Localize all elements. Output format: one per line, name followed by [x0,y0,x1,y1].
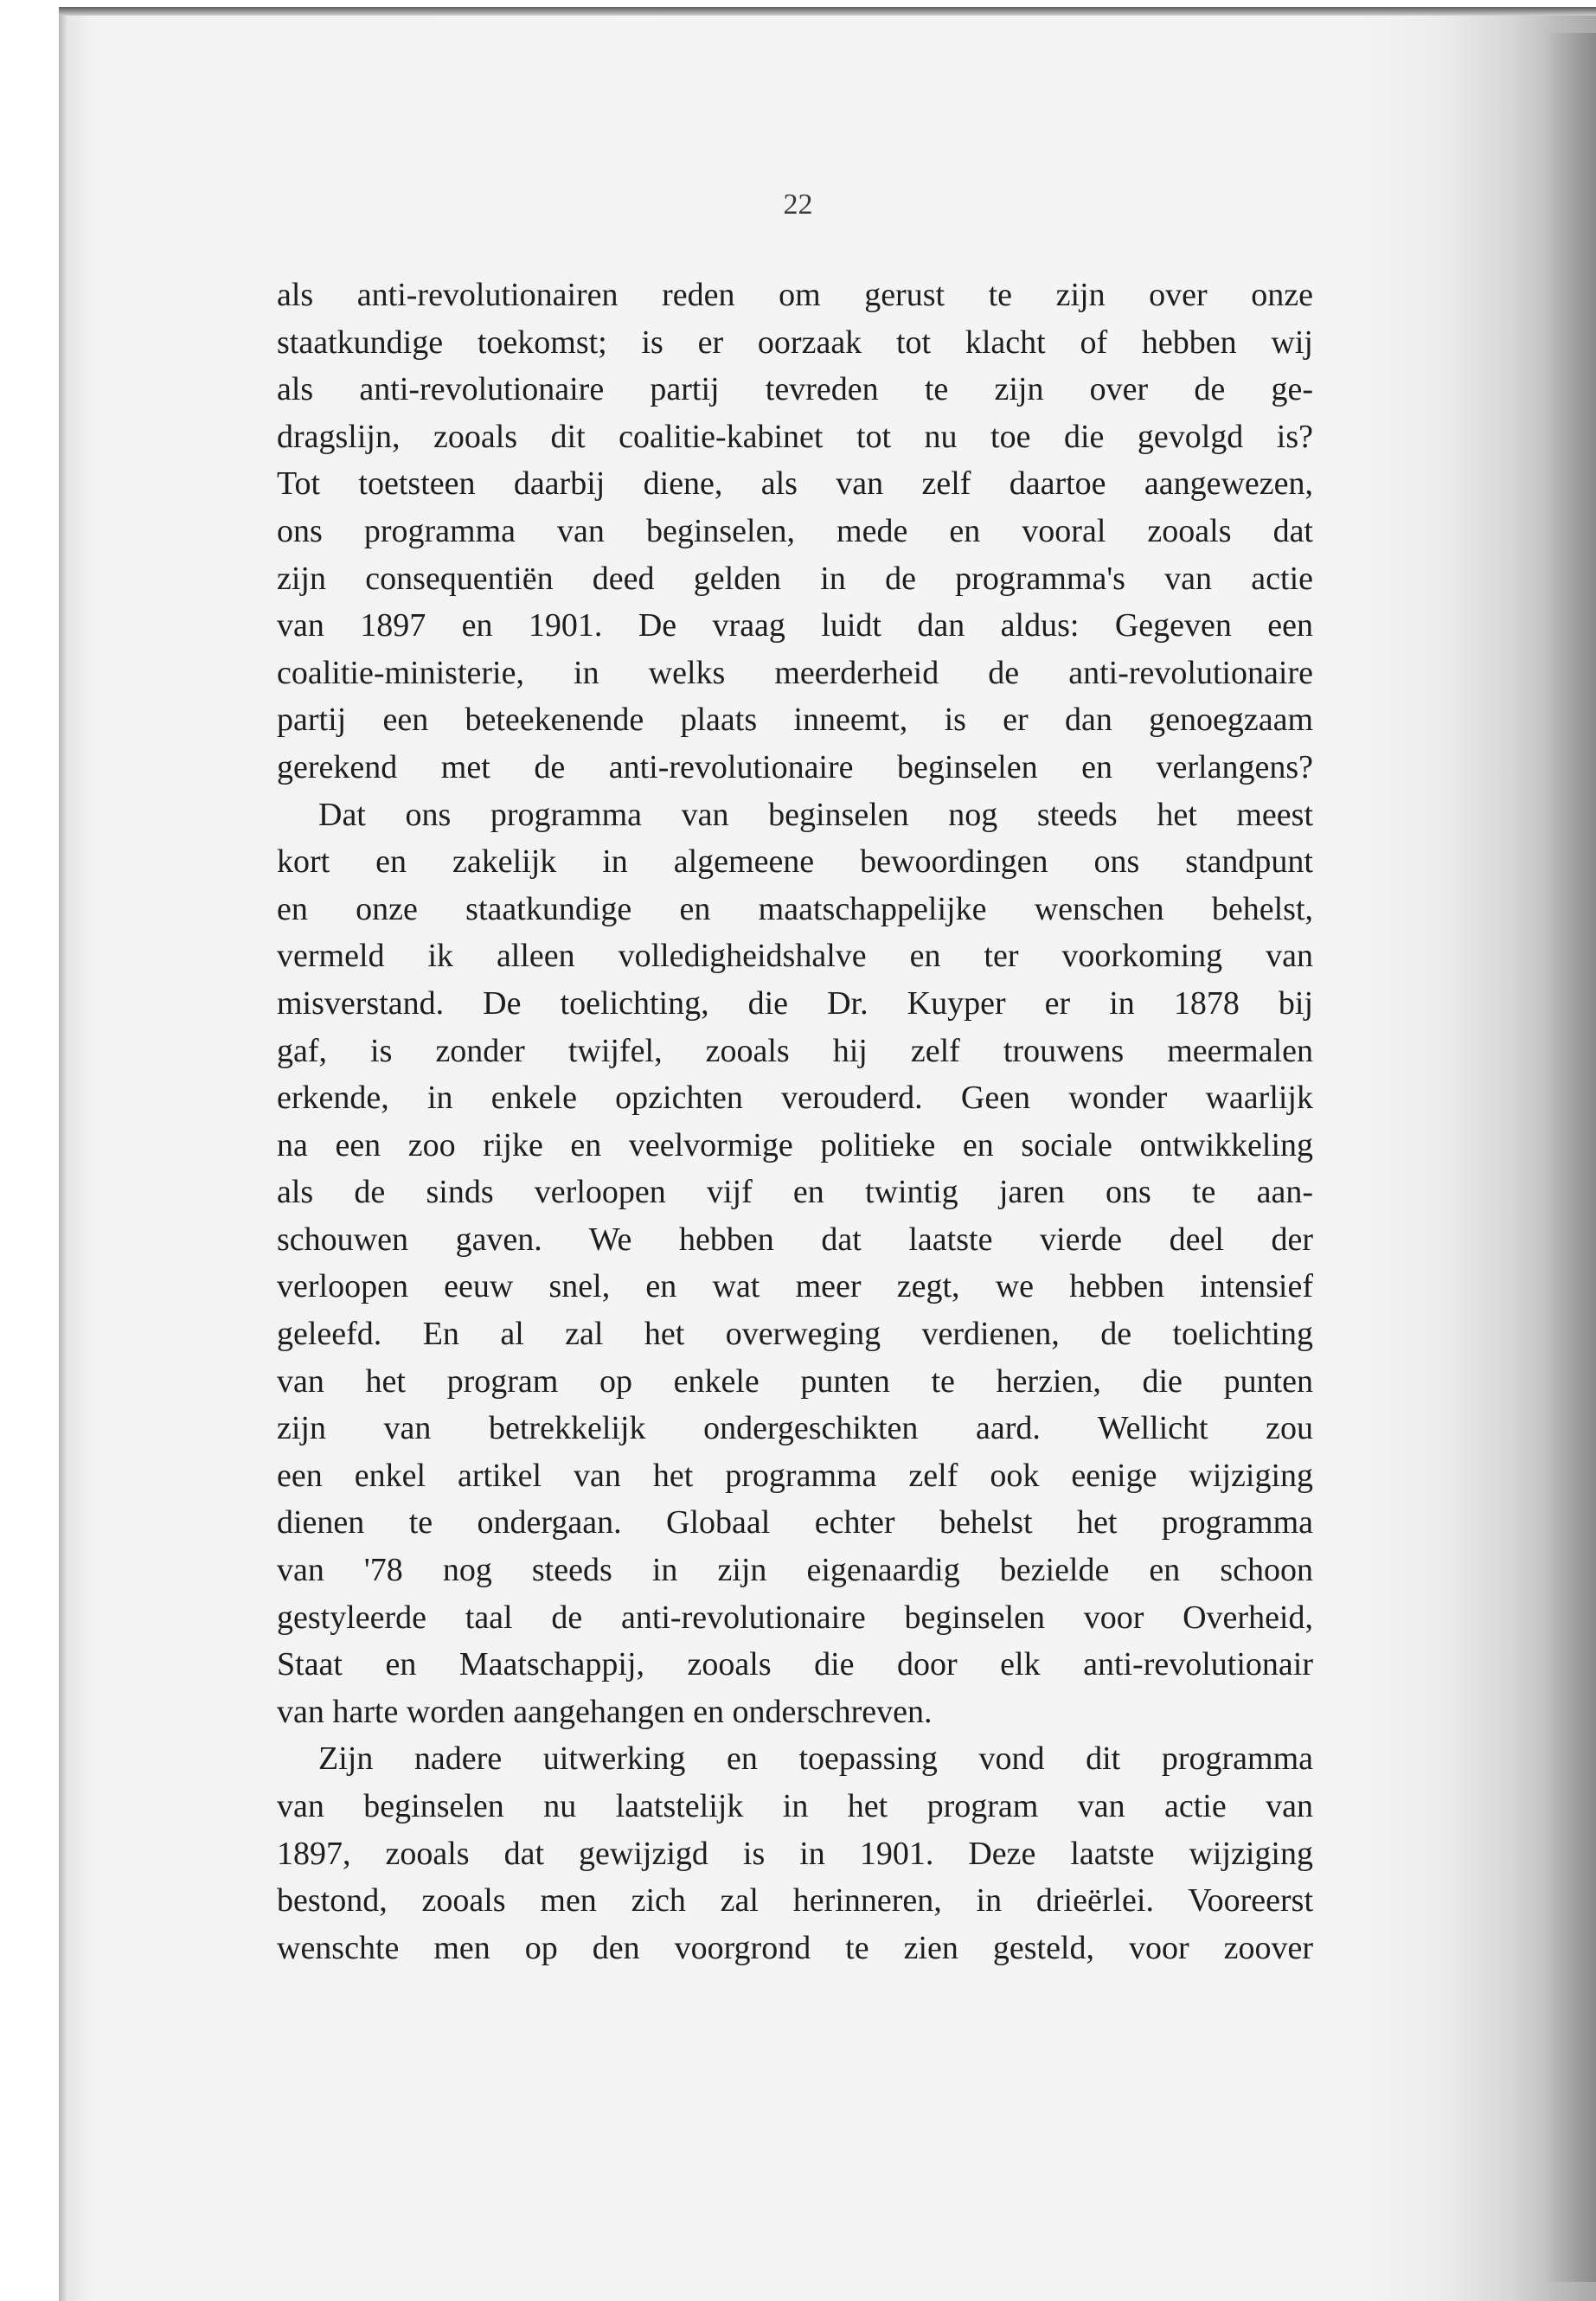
text-line: Tot toetsteen daarbij diene, als van zelf daartoe aangewezen, [277,465,1313,503]
text-line: als anti-revolutionaire partij tevreden te zijn over de ge- [277,371,1313,408]
text-line: als de sinds verloopen vijf en twintig jaren ons te aan- [277,1174,1313,1211]
text-line: gaf, is zonder twijfel, zooals hij zelf trouwens meermalen [277,1032,1313,1069]
text-line: ons programma van beginselen, mede en vooral zooals dat [277,512,1313,549]
text-line: Zijn nadere uitwerking en toepassing vond dit programma [318,1740,1313,1778]
text-line: 1897, zooals dat gewijzigd is in 1901. Deze laatste wijziging [277,1835,1313,1872]
text-line: bestond, zooals men zich zal herinneren, in drieërlei. Vooreerst [277,1882,1313,1920]
page-number: 22 [783,189,813,221]
text-line: als anti-revolutionairen reden om gerust te zijn over onze [277,277,1313,313]
text-line: na een zoo rijke en veelvormige politieke en sociale ontwikkeling [277,1126,1313,1163]
text-line: dragslijn, zooals dit coalitie-kabinet tot nu toe die gevolgd is? [277,418,1313,455]
text-line: gerekend met de anti-revolutionaire beginselen en verlangens? [277,748,1313,785]
text-line: partij een beteekenende plaats inneemt, is er dan genoegzaam [277,702,1313,739]
text-line: van beginselen nu laatstelijk in het program van actie van [277,1788,1313,1824]
text-line: gestyleerde taal de anti-revolutionaire beginselen voor Overheid, [277,1599,1313,1636]
text-line: zijn consequentiën deed gelden in de programma's van actie [277,560,1313,597]
text-line: erkende, in enkele opzichten verouderd. Geen wonder waarlijk [277,1080,1313,1117]
body-text [277,272,1313,1971]
text-line: coalitie-ministerie, in welks meerderheid de anti-revolutionaire [277,654,1313,691]
text-line: dienen te ondergaan. Globaal echter behelst het programma [277,1504,1313,1541]
text-line: misverstand. De toelichting, die Dr. Kuyper er in 1878 bij [277,984,1313,1022]
text-line: zijn van betrekkelijk ondergeschikten aard. Wellicht zou [277,1410,1313,1447]
text-line: een enkel artikel van het programma zelf ook eenige wijziging [277,1457,1313,1494]
text-line: Staat en Maatschappij, zooals die door elk anti-revolutionair [277,1646,1313,1683]
top-edge-rule [59,7,1596,16]
text-line: vermeld ik alleen volledigheidshalve en ter voorkoming van [277,938,1313,975]
text-line: staatkundige toekomst; is er oorzaak tot klacht of hebben wij [277,324,1313,361]
text-line: Dat ons programma van beginselen nog steeds het meest [318,796,1313,833]
binding-shadow [1544,33,1596,2282]
text-line: en onze staatkundige en maatschappelijke wenschen behelst, [277,890,1313,927]
text-line: van harte worden aangehangen en onderschreven. [277,1693,933,1730]
text-line: wenschte men op den voorgrond te zien gesteld, voor zoover [277,1929,1313,1966]
text-line: verloopen eeuw snel, en wat meer zegt, we hebben intensief [277,1268,1313,1305]
text-line: geleefd. En al zal het overweging verdienen, de toelichting [277,1316,1313,1353]
text-line: schouwen gaven. We hebben dat laatste vierde deel der [277,1221,1313,1258]
text-line: van 1897 en 1901. De vraag luidt dan aldus: Gegeven een [277,607,1313,644]
text-line: kort en zakelijk in algemeene bewoordingen ons standpunt [277,843,1313,881]
text-line: van '78 nog steeds in zijn eigenaardig bezielde en schoon [277,1552,1313,1589]
text-line: van het program op enkele punten te herzien, die punten [277,1362,1313,1400]
